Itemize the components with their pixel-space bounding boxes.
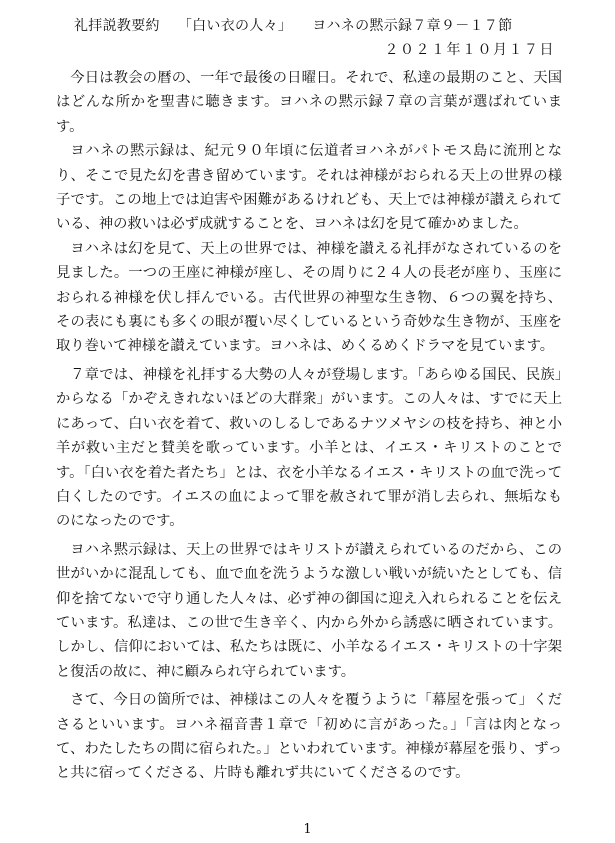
page-number: 1 [303,822,312,837]
paragraph-4: ７章では、神様を礼拝する大勢の人々が登場します。「あらゆる国民、民族」からなる「かぞえきれないほどの大群衆」がいます。この人々は、すでに天上にあって、白い衣を着て、救いのしるしであるナツメヤシの枝を持ち、神と小羊が救い主だと賛美を歌っています。小羊とは、イエス・キリストのことです。「白い衣を着た者たち」とは、衣を小羊なるイエス・キリストの血で洗って白くしたのです。イエスの血によって罪を赦されて罪が消し去られ、無垢なものになったのです。 [56,366,562,530]
paragraph-2: ヨハネの黙示録は、紀元９０年頃に伝道者ヨハネがパトモス島に流刑となり、そこで見た幻を書き留めています。それは神様がおられる天上の世界の様子です。この地上では迫害や困難があるけれども、天上では神様が讃えられている、神の救いは必ず成就することを、ヨハネは幻を見て確かめました。 [56,143,562,233]
paragraph-6: さて、今日の箇所では、神様はこの人々を覆うように「幕屋を張って」くださるといいます。ヨハネ福音書１章で「初めに言があった。」「言は肉となって、わたしたちの間に宿られた。」といわれています。神様が幕屋を張り、ずっと共に宿ってくださる、片時も離れず共にいてくださるのです。 [56,692,562,782]
paragraph-1: 今日は教会の暦の、一年で最後の日曜日。それで、私達の最期のこと、天国はどんな所かを聖書に聴きます。ヨハネの黙示録７章の言葉が選ばれています。 [56,70,562,135]
document-title [74,17,574,35]
sermon-date: ２０２１年１０月１７日 [384,42,555,58]
paragraph-3: ヨハネは幻を見て、天上の世界では、神様を讃える礼拝がなされているのを見ました。一つの王座に神様が座し、その周りに２４人の長老が座り、玉座におられる神様を伏し拝んでいる。古代世界の神聖な生き物、６つの翼を持ち、その表にも裏にも多くの眼が覆い尽くしているという奇妙な生き物が、玉座を取り巻いて神様を讃えています。ヨハネは、めくるめくドラマを見ています。 [56,240,562,355]
scripture-reference: ヨハネの黙示録７章９－１７節 [312,18,513,34]
document-body [56,66,562,786]
paragraph-5: ヨハネ黙示録は、天上の世界ではキリストが讃えられているのだから、この世がいかに混乱しても、血で血を洗うような激しい戦いが続いたとしても、信仰を捨てないで守り通した人々は、必ず神の御国に迎え入れられることを伝えています。私達は、この世で生き辛く、内から外から誘惑に晒されています。しかし、信仰においては、私たちは既に、小羊なるイエス・キリストの十字架と復活の故に、神に顧みられ守られています。 [56,541,562,680]
title-label: 礼拝説教要約 [74,18,160,34]
sermon-title: 「白い衣の人々」 [177,18,293,34]
